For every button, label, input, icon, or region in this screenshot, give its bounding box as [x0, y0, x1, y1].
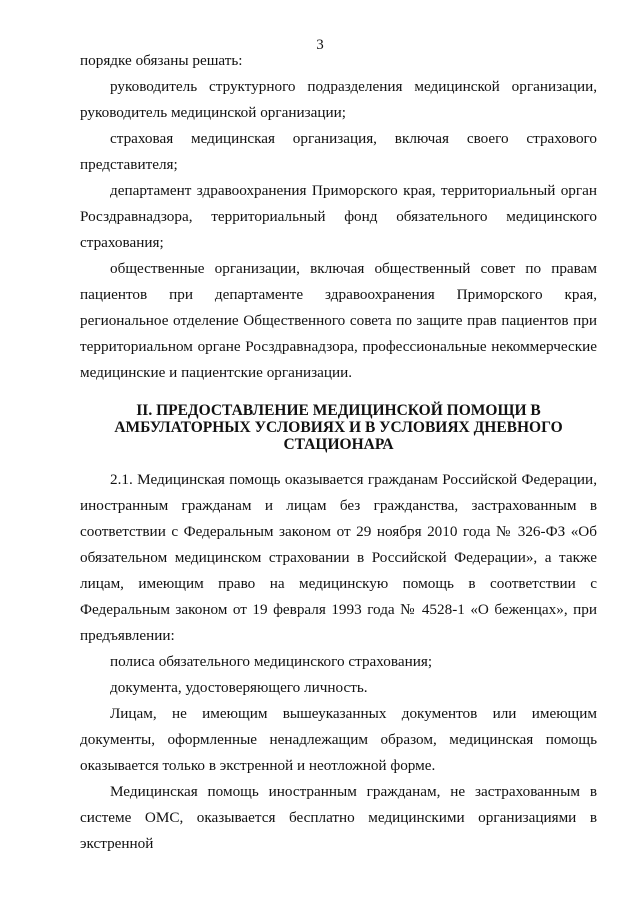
- paragraph: документа, удостоверяющего личность.: [110, 679, 368, 696]
- section-heading: [80, 402, 597, 453]
- paragraph: полиса обязательного медицинского страхования;: [110, 653, 433, 670]
- heading-line: АМБУЛАТОРНЫХ УСЛОВИЯХ И В УСЛОВИЯХ ДНЕВНОГО: [114, 419, 563, 436]
- paragraph: департамент здравоохранения Приморского края, территориальный орган Росздравнадзора, территориальный фонд обязательного медицинского страхования;: [80, 182, 597, 251]
- paragraph: Медицинская помощь иностранным гражданам, не застрахованным в системе ОМС, оказывается бесплатно медицинскими организациями в экстренной: [80, 783, 597, 852]
- page-number: 3: [316, 37, 324, 53]
- paragraph: общественные организации, включая общественный совет по правам пациентов при департаменте здравоохранения Приморского края, региональное отделение Общественного совета по защите прав пациентов при территориальном органе Росздравнадзора, профессиональные некоммерческие медицинские и пациентские организации.: [80, 260, 597, 381]
- heading-line: СТАЦИОНАРА: [283, 436, 394, 453]
- paragraph: страховая медицинская организация, включая своего страхового представителя;: [80, 130, 597, 173]
- paragraph: Лицам, не имеющим вышеуказанных документов или имеющим документы, оформленные ненадлежащим образом, медицинская помощь оказывается только в экстренной и неотложной форме.: [80, 705, 597, 774]
- paragraph: 2.1. Медицинская помощь оказывается гражданам Российской Федерации, иностранным гражданам и лицам без гражданства, застрахованным в соответствии с Федеральным законом от 29 ноября 2010 года № 326-ФЗ «Об обязательном медицинском страховании в Российской Федерации», а также лицам, имеющим право на медицинскую помощь в соответствии с Федеральным законом от 19 февраля 1993 года № 4528-1 «О беженцах», при предъявлении:: [80, 471, 597, 644]
- heading-line: II. ПРЕДОСТАВЛЕНИЕ МЕДИЦИНСКОЙ ПОМОЩИ В: [136, 402, 541, 419]
- paragraph: руководитель структурного подразделения медицинской организации, руководитель медицинской организации;: [80, 78, 597, 121]
- document-body: [80, 48, 597, 857]
- paragraph: порядке обязаны решать:: [80, 52, 243, 69]
